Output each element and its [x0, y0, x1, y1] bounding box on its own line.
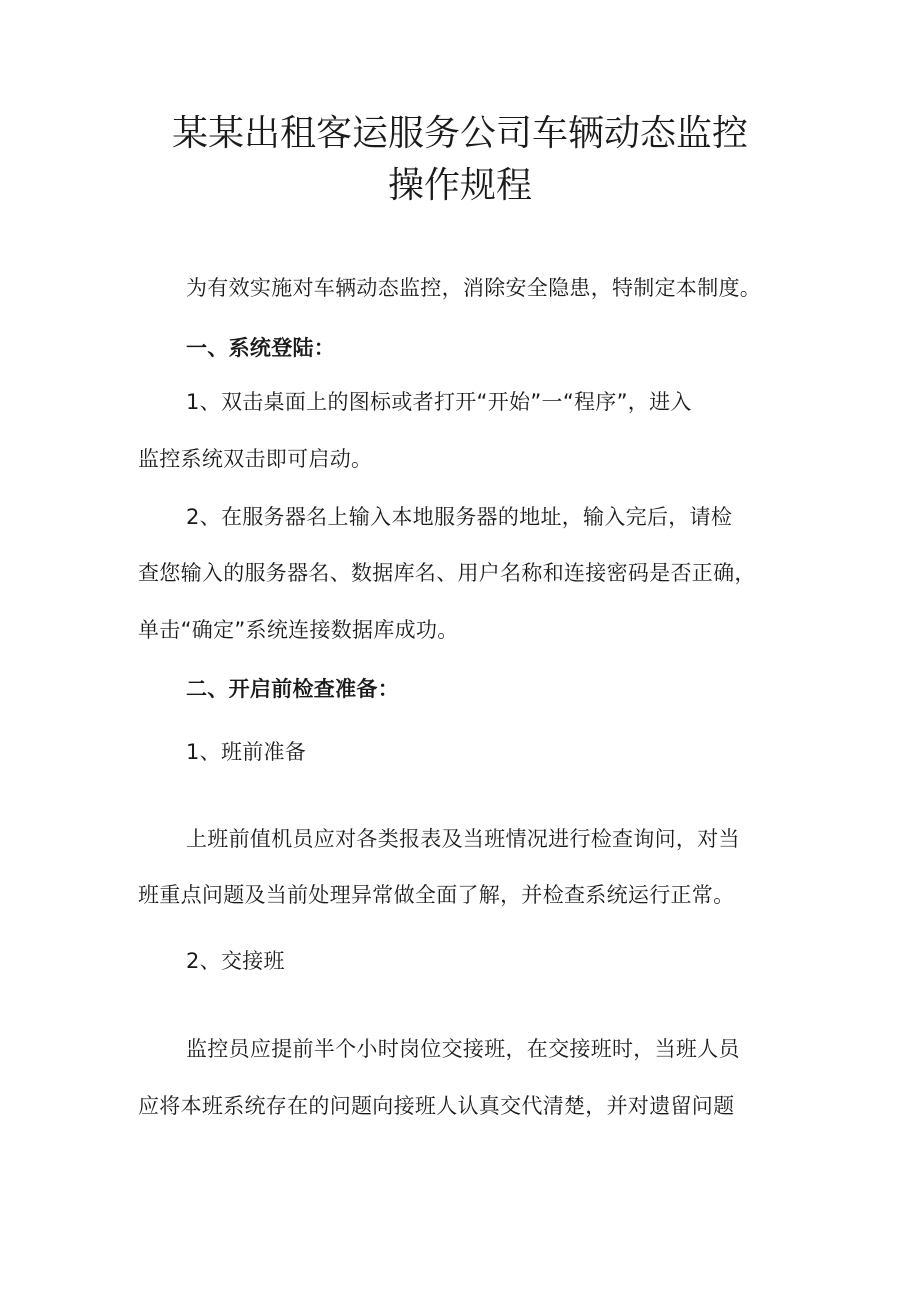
section-2-heading: 二、开启前检查准备： [186, 677, 399, 701]
intro-paragraph: 为有效实施对车辆动态监控，消除安全隐患，特制定本制度。 [186, 276, 762, 300]
document-title-line-2: 操作规程 [387, 165, 532, 206]
section-1-item-2-line-2: 查您输入的服务器名、数据库名、用户名称和连接密码是否正确， [138, 561, 756, 585]
section-1-item-2-line-1: 2、在服务器名上输入本地服务器的地址，输入完后，请检 [186, 505, 733, 529]
section-2-item-2-heading: 2、交接班 [186, 949, 285, 973]
section-2-item-1-line-2: 班重点问题及当前处理异常做全面了解，并检查系统运行正常。 [138, 883, 735, 907]
section-2-item-1-heading: 1、班前准备 [186, 740, 307, 764]
section-1-heading: 一、系统登陆： [186, 336, 336, 360]
section-1-item-1-line-1: 1、双击桌面上的图标或者打开“开始”一“程序”，进入 [186, 390, 692, 414]
section-1-item-2-line-3: 单击“确定”系统连接数据库成功。 [138, 618, 459, 642]
section-2-item-2-line-2: 应将本班系统存在的问题向接班人认真交代清楚，并对遗留问题 [138, 1094, 735, 1118]
section-2-item-1-line-1: 上班前值机员应对各类报表及当班情况进行检查询问，对当 [186, 827, 740, 851]
section-2-item-2-line-1: 监控员应提前半个小时岗位交接班，在交接班时，当班人员 [186, 1037, 740, 1061]
document-title-line-1: 某某出租客运服务公司车辆动态监控 [171, 113, 748, 154]
section-1-item-1-line-2: 监控系统双击即可启动。 [138, 447, 373, 471]
